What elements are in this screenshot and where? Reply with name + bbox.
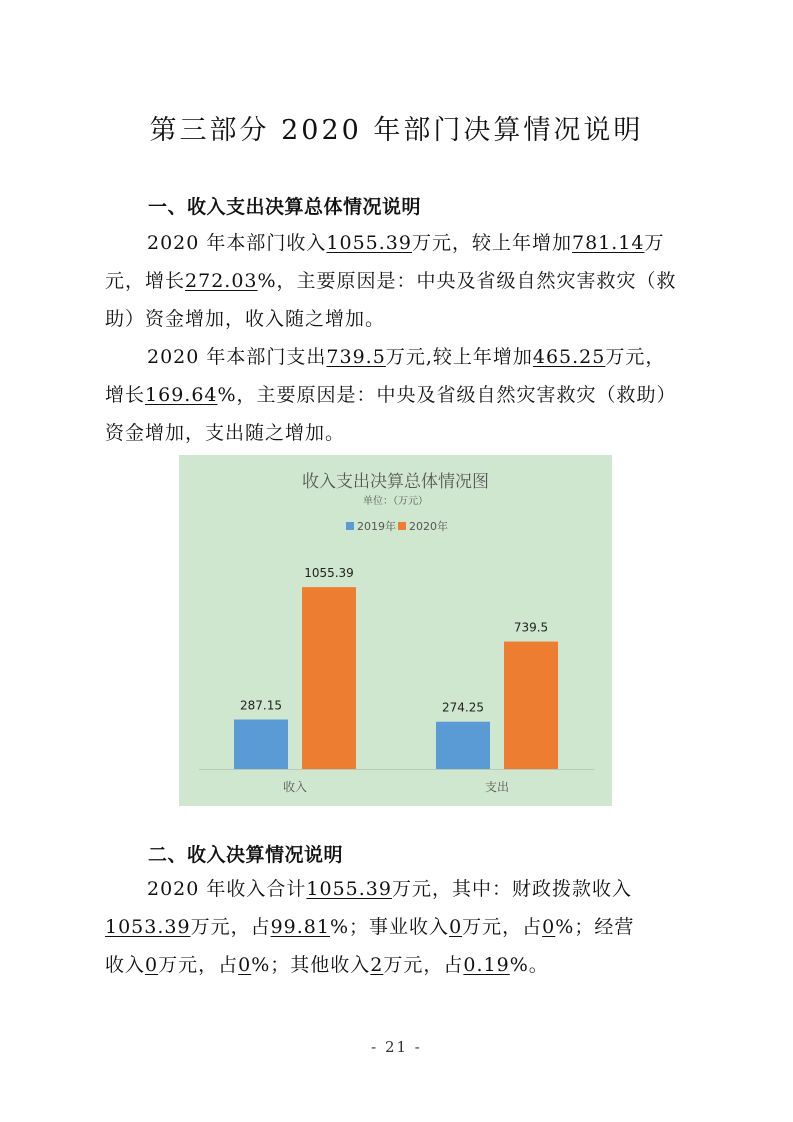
page-number: - 21 - xyxy=(371,1038,422,1056)
expense-growth-value: 169.64 xyxy=(145,384,218,406)
section2-paragraph: 2020 年收入合计1055.39万元，其中：财政拨款收入 1053.39万元，占99.81%；事业收入0万元，占0%；经营 收入0万元，占0%；其他收入2万元，占0.19%。 xyxy=(105,878,635,976)
bar xyxy=(234,720,288,769)
legend-label: 2019年 xyxy=(357,520,396,533)
operating-income-value: 0 xyxy=(145,954,159,976)
section1-paragraph-income: 2020 年本部门收入1055.39万元，较上年增加781.14万 元，增长272.03%，主要原因是：中央及省级自然灾害救灾（救 助）资金增加，收入随之增加。 xyxy=(105,232,677,330)
expense-total-value: 739.5 xyxy=(326,346,386,368)
legend-swatch xyxy=(346,522,354,530)
business-income-value: 0 xyxy=(449,916,463,938)
fiscal-appropriation-value: 1053.39 xyxy=(105,916,191,938)
data-label: 287.15 xyxy=(240,698,282,713)
bar xyxy=(436,722,490,769)
other-income-value: 2 xyxy=(370,954,384,976)
data-label: 274.25 xyxy=(442,700,484,715)
income-total-value: 1055.39 xyxy=(326,232,412,254)
section2-heading: 二、收入决算情况说明 xyxy=(148,844,344,866)
section1-heading: 一、收入支出决算总体情况说明 xyxy=(148,196,422,218)
expense-increase-value: 465.25 xyxy=(532,346,606,368)
data-label: 739.5 xyxy=(513,620,549,635)
income-expense-chart xyxy=(179,455,612,806)
chart-title: 收入支出决算总体情况图 xyxy=(302,472,489,492)
bar xyxy=(504,642,558,769)
operating-income-share: 0 xyxy=(238,954,252,976)
bar xyxy=(302,587,356,769)
chart-svg xyxy=(179,455,612,806)
data-label: 1055.39 xyxy=(304,566,354,581)
section1-paragraph-expense: 2020 年本部门支出739.5万元,较上年增加465.25万元， 增长169.64%，主要原因是：中央及省级自然灾害救灾（救助） 资金增加，支出随之增加。 xyxy=(105,346,677,444)
page-title: 第三部分 2020 年部门决算情况说明 xyxy=(149,115,644,146)
income-increase-value: 781.14 xyxy=(572,232,645,254)
legend-label: 2020年 xyxy=(409,520,448,533)
business-income-share: 0 xyxy=(542,916,556,938)
chart-subtitle: 单位：（万元） xyxy=(363,496,428,507)
income-growth-value: 272.03 xyxy=(185,270,258,292)
category-label: 支出 xyxy=(484,780,510,794)
other-income-share: 0.19 xyxy=(463,954,510,976)
fiscal-appropriation-share: 99.81 xyxy=(270,916,330,938)
category-label: 收入 xyxy=(282,780,308,794)
income-sum-value: 1055.39 xyxy=(306,878,392,900)
legend-swatch xyxy=(398,522,406,530)
